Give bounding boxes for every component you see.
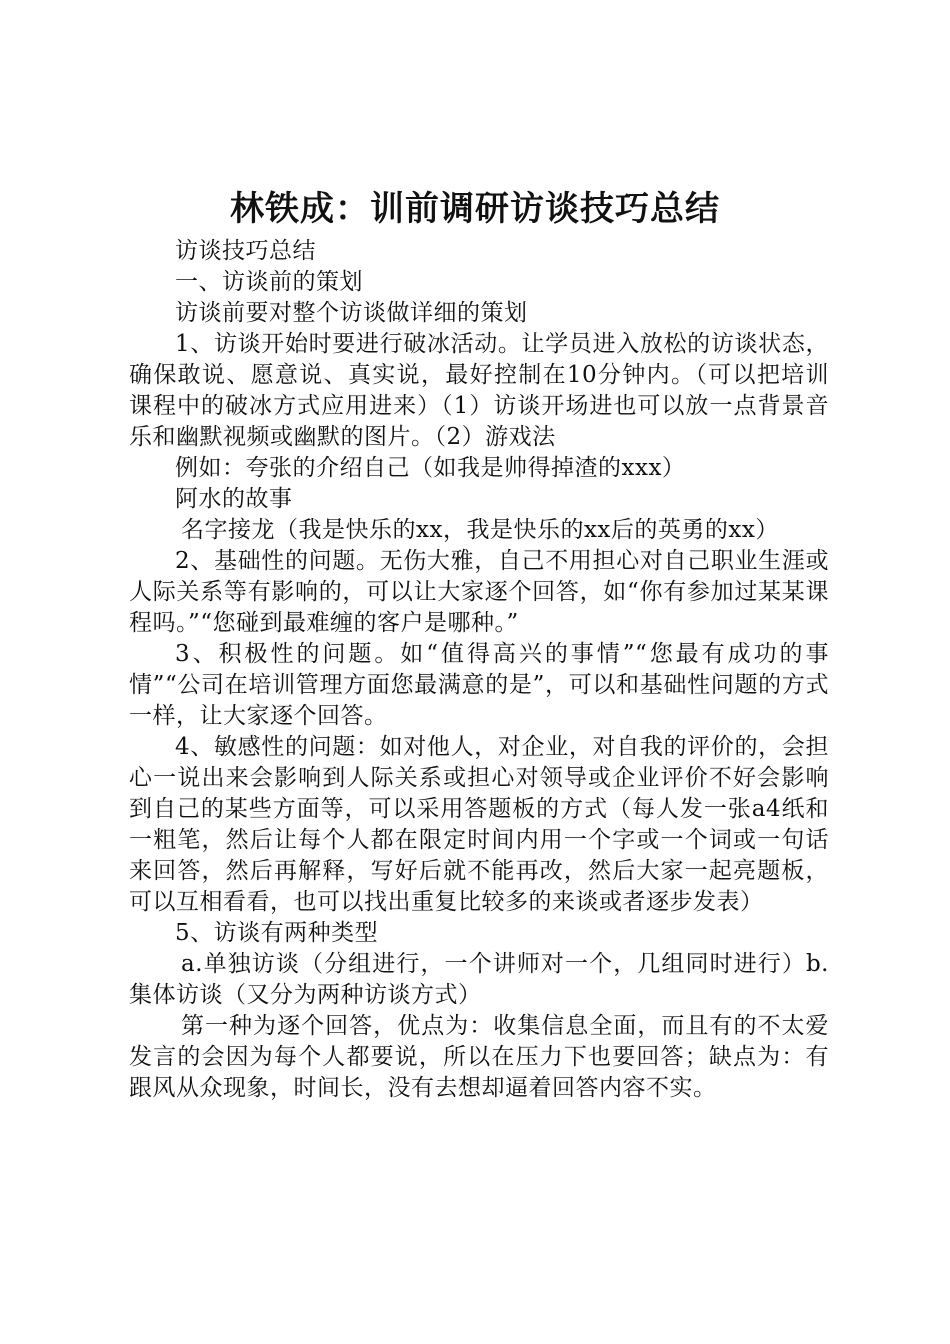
paragraph-point-4: 4、敏感性的问题：如对他人，对企业，对自我的评价的，会担心一说出来会影响到人际关系或担心对领导或企业评价不好会影响到自己的某些方面等，可以采用答题板的方式（每人发一张a4纸和一粗笔，然后让每个人都在限定时间内用一个字或一个词或一句话来回答，然后再解释，写好后就不能再改，然后大家一起亮题板，可以互相看看，也可以找出重复比较多的来谈或者逐步发表） xyxy=(129,734,829,915)
paragraph-point-5: 5、访谈有两种类型 xyxy=(175,920,379,946)
paragraph-point-3: 3、积极性的问题。如“值得高兴的事情”“您最有成功的事情”“公司在培训管理方面您最满意的是”，可以和基础性问题的方式一样，让大家逐个回答。 xyxy=(129,641,829,729)
paragraph-point-2: 2、基础性的问题。无伤大雅，自己不用担心对自己职业生涯或人际关系等有影响的，可以让大家逐个回答，如“你有参加过某某课程吗。”“您碰到最难缠的客户是哪种。” xyxy=(129,548,829,636)
paragraph-section-heading: 一、访谈前的策划 xyxy=(175,269,363,295)
paragraph-story: 阿水的故事 xyxy=(175,486,293,512)
paragraph-example: 例如：夸张的介绍自己（如我是帅得掉渣的xxx） xyxy=(175,455,686,481)
document-body xyxy=(129,236,829,1104)
paragraph-subtitle: 访谈技巧总结 xyxy=(175,238,316,264)
paragraph-method-one: 第一种为逐个回答，优点为：收集信息全面，而且有的不太爱发言的会因为每个人都要说，所以在压力下也要回答；缺点为：有跟风从众现象，时间长，没有去想却逼着回答内容不实。 xyxy=(129,1013,829,1101)
document-title: 林铁成：训前调研访谈技巧总结 xyxy=(230,189,720,229)
paragraph-point-1: 1、访谈开始时要进行破冰活动。让学员进入放松的访谈状态，确保敢说、愿意说、真实说，最好控制在10分钟内。（可以把培训课程中的破冰方式应用进来）（1）访谈开场进也可以放一点背景音乐和幽默视频或幽默的图片。（2）游戏法 xyxy=(129,331,829,450)
paragraph-interview-types: a.单独访谈（分组进行，一个讲师对一个，几组同时进行）b.集体访谈（又分为两种访谈方式） xyxy=(129,951,829,1008)
paragraph-section-intro: 访谈前要对整个访谈做详细的策划 xyxy=(175,300,528,326)
paragraph-name-chain: 名字接龙（我是快乐的xx，我是快乐的xx后的英勇的xx） xyxy=(181,517,779,543)
